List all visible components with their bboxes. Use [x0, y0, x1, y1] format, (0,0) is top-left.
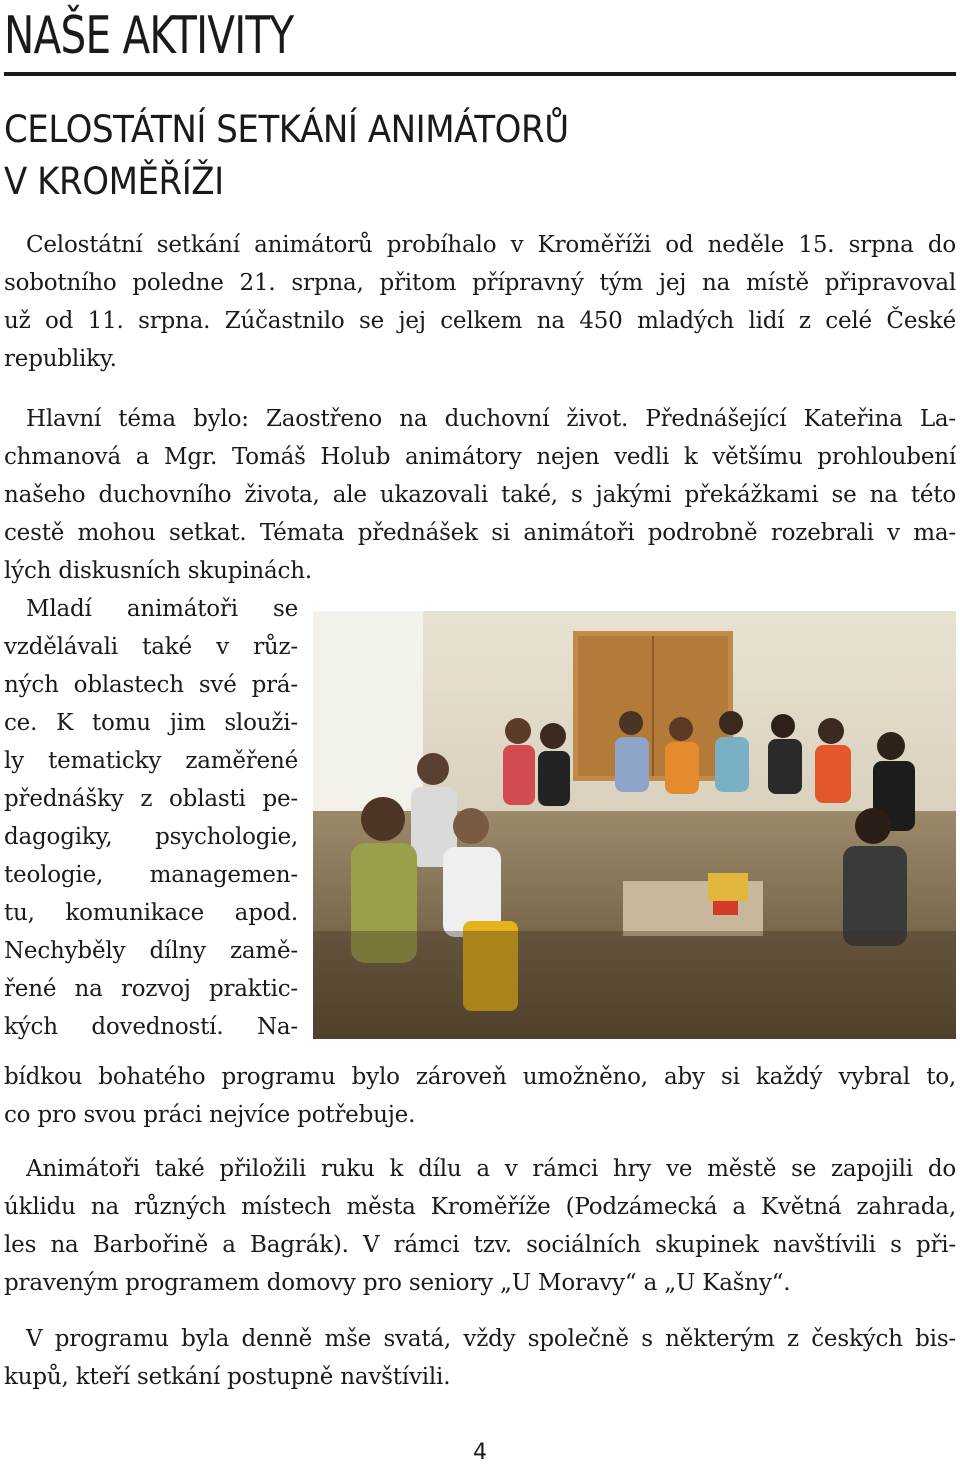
- text-line: našeho duchovního života, ale ukazovali také, s jakými překážkami se na této: [4, 482, 956, 508]
- text-line: teologie, managemen-: [4, 862, 298, 888]
- article-title: [4, 104, 569, 208]
- text-line: vzdělávali také v růz-: [4, 634, 298, 660]
- header-rule: [4, 72, 956, 76]
- text-line: tu, komunikace apod.: [4, 900, 298, 926]
- paragraph-education: [4, 590, 298, 1046]
- text-line: ly tematicky zaměřené: [4, 748, 298, 774]
- text-line: řené na rozvoj praktic-: [4, 976, 298, 1002]
- article-title-line: V KROMĚŘÍŽI: [4, 160, 224, 203]
- text-line: Mladí animátoři se: [26, 596, 298, 622]
- text-line: přednášky z oblasti pe-: [4, 786, 298, 812]
- paragraph-volunteering: [4, 1150, 956, 1302]
- paragraph-program: [4, 1058, 956, 1134]
- text-line: les na Barbořině a Bagrák). V rámci tzv. sociálních skupinek navštívili s při-: [4, 1232, 956, 1258]
- paragraph-theme: [4, 400, 956, 590]
- text-line: sobotního poledne 21. srpna, přitom přípravný tým jej na místě připravoval: [4, 270, 956, 296]
- article-title-line: CELOSTÁTNÍ SETKÁNÍ ANIMÁTORŮ: [4, 108, 569, 151]
- text-line: Celostátní setkání animátorů probíhalo v Kroměříži od neděle 15. srpna do: [26, 232, 956, 258]
- text-line: kupů, kteří setkání postupně navštívili.: [4, 1364, 451, 1390]
- section-title: NAŠE AKTIVITY: [4, 6, 294, 66]
- text-line: dagogiky, psychologie,: [4, 824, 298, 850]
- text-line: ných oblastech své prá-: [4, 672, 298, 698]
- paragraph-mass: [4, 1320, 956, 1396]
- text-line: Nechyběly dílny zamě-: [4, 938, 298, 964]
- text-line: V programu byla denně mše svatá, vždy společně s některým z českých bis-: [26, 1326, 956, 1352]
- group-photo-illustration: [313, 611, 956, 1039]
- text-line: Hlavní téma bylo: Zaostřeno na duchovní život. Přednášející Kateřina La-: [26, 406, 956, 432]
- text-line: bídkou bohatého programu bylo zároveň umožněno, aby si každý vybral to,: [4, 1064, 956, 1090]
- text-line: lých diskusních skupinách.: [4, 558, 312, 584]
- text-line: kých dovedností. Na-: [4, 1014, 298, 1040]
- text-line: republiky.: [4, 346, 117, 372]
- text-line: Animátoři také přiložili ruku k dílu a v rámci hry ve městě se zapojili do: [26, 1156, 956, 1182]
- page-number: 4: [473, 1440, 487, 1465]
- paragraph-intro: [4, 226, 956, 378]
- text-line: chmanová a Mgr. Tomáš Holub animátory nejen vedli k většímu prohloubení: [4, 444, 956, 470]
- text-line: praveným programem domovy pro seniory „U Moravy“ a „U Kašny“.: [4, 1270, 791, 1296]
- text-line: už od 11. srpna. Zúčastnilo se jej celkem na 450 mladých lidí z celé České: [4, 308, 956, 334]
- text-line: cestě mohou setkat. Témata přednášek si animátoři podrobně rozebrali v ma-: [4, 520, 956, 546]
- group-photo: [313, 611, 956, 1039]
- text-line: úklidu na různých místech města Kroměříže (Podzámecká a Květná zahrada,: [4, 1194, 956, 1220]
- text-line: ce. K tomu jim slouži-: [4, 710, 298, 736]
- text-line: co pro svou práci nejvíce potřebuje.: [4, 1102, 416, 1128]
